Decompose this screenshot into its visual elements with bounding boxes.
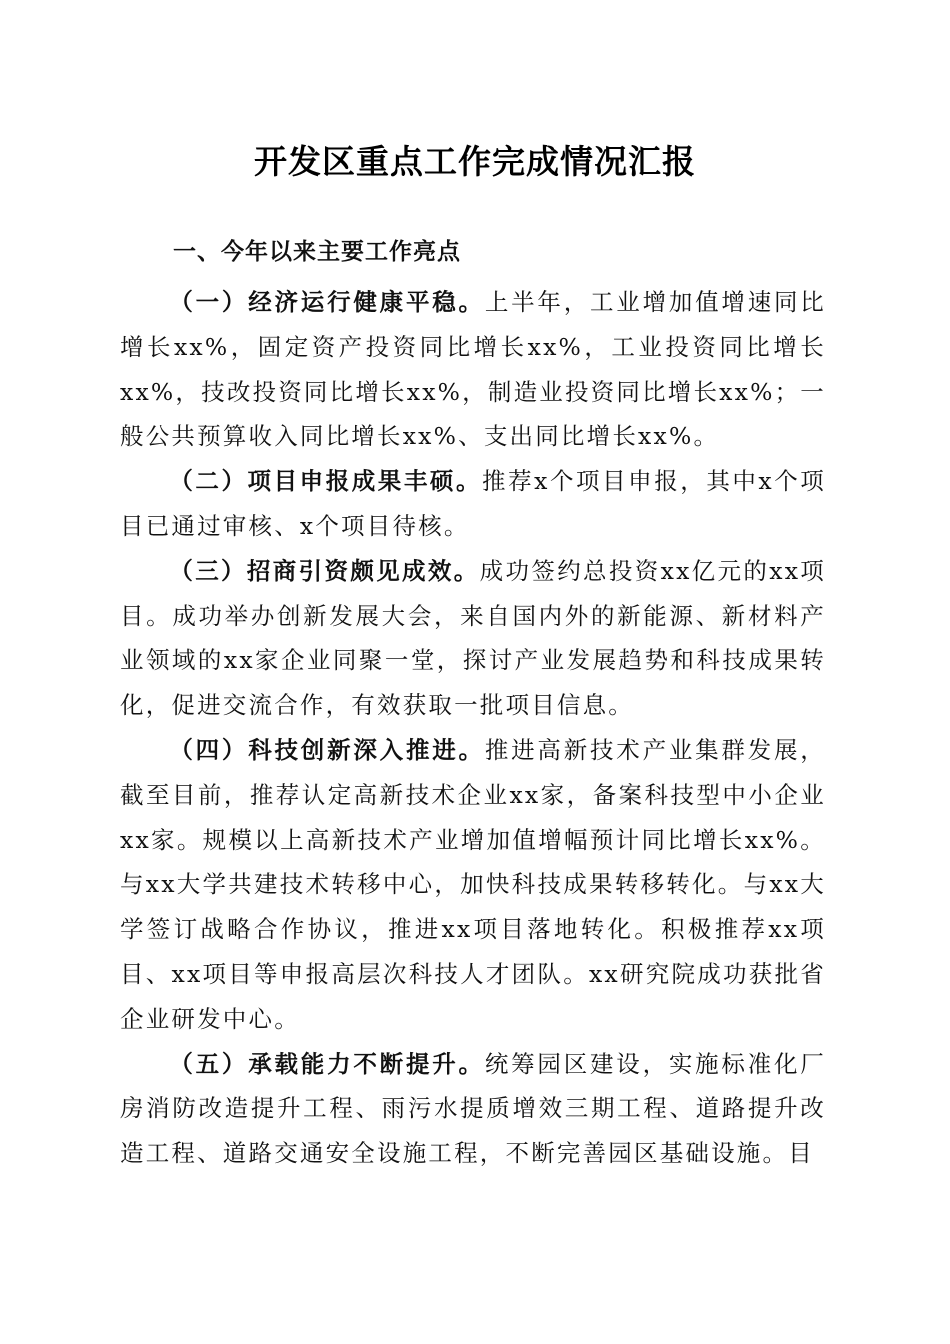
- document-body: [120, 280, 826, 1176]
- paragraph-economy: [120, 280, 826, 459]
- paragraph-text: 成功签约总投资xx亿元的xx项目。成功举办创新发展大会，来自国内外的新能源、新材料产业领域的xx家企业同聚一堂，探讨产业发展趋势和科技成果转化，促进交流合作，有效获取一批项目信息。: [120, 556, 827, 720]
- section-heading: 一、今年以来主要工作亮点: [173, 239, 461, 265]
- paragraph-capacity: [120, 1042, 826, 1176]
- paragraph-lead: （三）招商引资颇见成效。: [169, 556, 480, 585]
- paragraph-lead: （五）承载能力不断提升。: [169, 1049, 485, 1078]
- paragraph-text: 推荐x个项目申报，其中x个项目已通过审核、x个项目待核。: [120, 467, 827, 540]
- paragraph-text: 推进高新技术产业集群发展，截至目前，推荐认定高新技术企业xx家，备案科技型中小企业xx家。规模以上高新技术产业增加值增幅预计同比增长xx%。与xx大学共建技术转移中心，加快科技成果转移转化。与xx大学签订战略合作协议，推进xx项目落地转化。积极推荐xx项目、xx项目等申报高层次科技人才团队。xx研究院成功获批省企业研发中心。: [120, 735, 826, 1033]
- document-title: 开发区重点工作完成情况汇报: [254, 142, 696, 181]
- paragraph-lead: （四）科技创新深入推进。: [169, 735, 485, 764]
- paragraph-investment: [120, 549, 826, 728]
- paragraph-innovation: [120, 728, 826, 1042]
- paragraph-lead: （二）项目申报成果丰硕。: [169, 467, 483, 496]
- paragraph-projects: [120, 459, 826, 549]
- paragraph-lead: （一）经济运行健康平稳。: [169, 288, 485, 316]
- paragraph-text: 上半年，工业增加值增速同比增长xx%，固定资产投资同比增长xx%，工业投资同比增长xx%，技改投资同比增长xx%，制造业投资同比增长xx%；一般公共预算收入同比增长xx%、支出同比增长xx%。: [120, 288, 827, 451]
- paragraph-text: 统筹园区建设，实施标准化厂房消防改造提升工程、雨污水提质增效三期工程、道路提升改造工程、道路交通安全设施工程，不断完善园区基础设施。目: [120, 1049, 826, 1168]
